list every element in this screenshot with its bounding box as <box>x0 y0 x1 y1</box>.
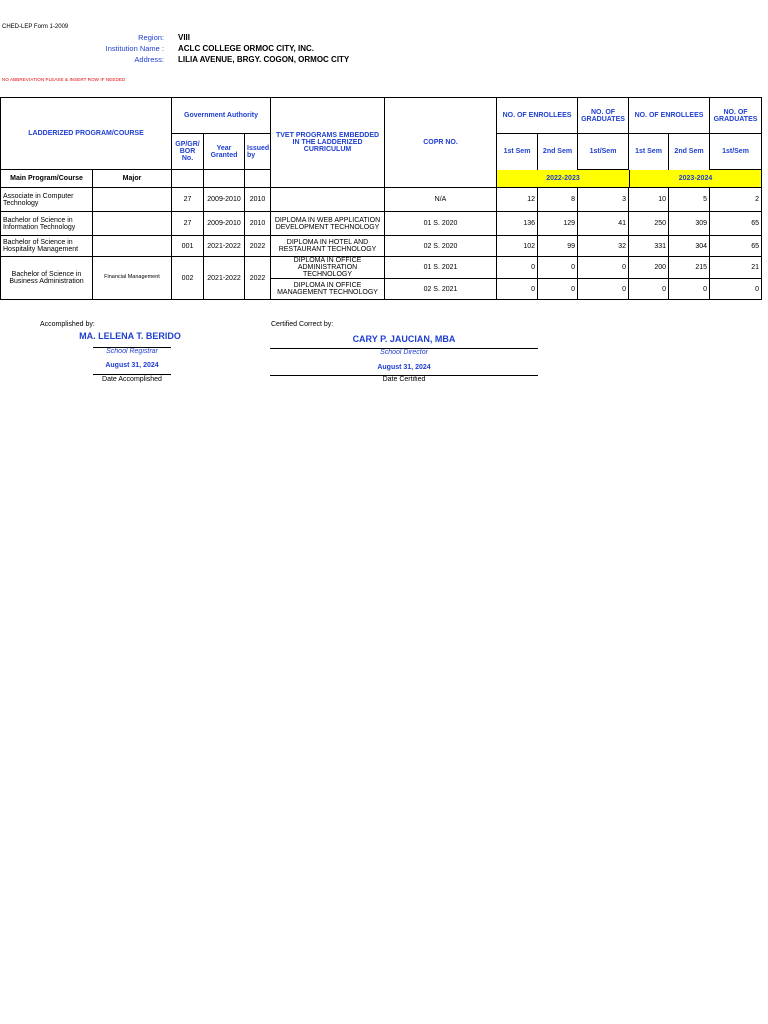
tvet-value: DIPLOMA IN OFFICE ADMINISTRATION TECHNOLOGY <box>271 257 385 279</box>
issued-by-value: 2022 <box>245 236 271 257</box>
gp-value: 27 <box>172 212 204 236</box>
enrollees-header-2: NO. OF ENROLLEES <box>629 98 710 134</box>
date-line <box>93 374 171 375</box>
accomplished-by-label: Accomplished by: <box>40 321 95 328</box>
tvet-value: DIPLOMA IN OFFICE MANAGEMENT TECHNOLOGY <box>271 279 385 300</box>
program-name: Associate in Computer Technology <box>1 188 93 212</box>
graduates-value: 0 <box>578 257 629 279</box>
enrollees-value: 200 <box>629 257 669 279</box>
graduates-value: 0 <box>710 279 762 300</box>
region-label: Region: <box>138 33 164 42</box>
enrollees-value: 0 <box>497 279 538 300</box>
gp-value: 001 <box>172 236 204 257</box>
table-row <box>1 188 762 212</box>
tvet-value <box>271 188 385 212</box>
copr-value: 02 S. 2021 <box>385 279 497 300</box>
graduates-value: 41 <box>578 212 629 236</box>
enrollees-value: 250 <box>629 212 669 236</box>
program-name: Bachelor of Science in Hospitality Management <box>1 236 93 257</box>
certified-by-label: Certified Correct by: <box>271 321 334 328</box>
sem1-header-a: 1st Sem <box>497 134 538 188</box>
program-name: Bachelor of Science in Information Technology <box>1 212 93 236</box>
accomplished-by-name: MA. LELENA T. BERIDO <box>79 331 181 341</box>
copr-value: 01 S. 2020 <box>385 212 497 236</box>
graduates-header-2: NO. OF GRADUATES <box>710 98 762 134</box>
ladderized-program-table <box>0 97 762 300</box>
enrollees-value: 136 <box>497 212 538 236</box>
copr-value: N/A <box>385 188 497 212</box>
copr-value: 01 S. 2021 <box>385 257 497 279</box>
enrollees-value: 0 <box>497 257 538 279</box>
address-value: LILIA AVENUE, BRGY. COGON, ORMOC CITY <box>178 55 350 64</box>
enrollees-value: 215 <box>669 257 710 279</box>
enrollees-value: 309 <box>669 212 710 236</box>
issued-by-value: 2022 <box>245 257 271 300</box>
government-authority-header: Government Authority <box>172 98 271 134</box>
issued-by-header: Issued by <box>245 134 271 170</box>
certified-by-title: School Director <box>380 349 428 356</box>
enrollees-value: 0 <box>629 279 669 300</box>
accomplished-date: August 31, 2024 <box>105 362 159 369</box>
major-value <box>93 236 172 257</box>
enrollees-value: 12 <box>497 188 538 212</box>
form-number: CHED-LEP Form 1-2009 <box>2 24 69 30</box>
sem1-header-b: 1st Sem <box>629 134 669 188</box>
graduates-value: 2 <box>710 188 762 212</box>
enrollees-value: 0 <box>538 279 578 300</box>
gp-value: 27 <box>172 188 204 212</box>
enrollees-value: 304 <box>669 236 710 257</box>
table-row <box>1 212 762 236</box>
issued-by-value: 2010 <box>245 188 271 212</box>
year-granted-value: 2009-2010 <box>204 188 245 212</box>
region-value: VIII <box>178 33 191 42</box>
copr-header: COPR NO. <box>385 98 497 188</box>
program-name: Bachelor of Science in Business Administration <box>1 257 93 300</box>
table-row <box>1 236 762 257</box>
graduates-value: 21 <box>710 257 762 279</box>
address-label: Address: <box>134 55 164 64</box>
table-row <box>1 257 762 279</box>
date-accomplished-caption: Date Accomplished <box>102 376 162 383</box>
grad-sem-header-a: 1st/Sem <box>578 134 629 170</box>
instruction-note: NO ABBREVIATION PLEASE & INSERT ROW IF NEEDED <box>2 77 126 82</box>
date-certified-caption: Date Certified <box>382 376 426 383</box>
certified-by-name: CARY P. JAUCIAN, MBA <box>352 334 456 344</box>
issued-by-value: 2010 <box>245 212 271 236</box>
enrollees-value: 102 <box>497 236 538 257</box>
year-granted-value: 2021-2022 <box>204 257 245 300</box>
enrollees-value: 0 <box>669 279 710 300</box>
school-year-2022-2023: 2022-2023 <box>497 170 630 187</box>
major-header: Major <box>93 170 172 188</box>
sem2-header-a: 2nd Sem <box>538 134 578 188</box>
year-granted-value: 2009-2010 <box>204 212 245 236</box>
tvet-value: DIPLOMA IN HOTEL AND RESTAURANT TECHNOLOGY <box>271 236 385 257</box>
enrollees-value: 331 <box>629 236 669 257</box>
institution-label: Institution Name : <box>105 44 164 53</box>
certified-date: August 31, 2024 <box>377 364 431 371</box>
enrollees-value: 99 <box>538 236 578 257</box>
graduates-value: 65 <box>710 236 762 257</box>
graduates-value: 32 <box>578 236 629 257</box>
major-value <box>93 188 172 212</box>
main-program-header: Main Program/Course <box>1 170 93 188</box>
program-course-header: LADDERIZED PROGRAM/COURSE <box>1 98 172 170</box>
graduates-value: 0 <box>578 279 629 300</box>
major-value: Financial Management <box>93 257 172 300</box>
graduates-value: 65 <box>710 212 762 236</box>
enrollees-value: 129 <box>538 212 578 236</box>
accomplished-by-title: School Registrar <box>106 348 158 355</box>
graduates-value: 3 <box>578 188 629 212</box>
gp-gr-bor-header: GP/GR/ BOR No. <box>172 134 204 170</box>
enrollees-value: 10 <box>629 188 669 212</box>
graduates-header-1: NO. OF GRADUATES <box>578 98 629 134</box>
enrollees-header-1: NO. OF ENROLLEES <box>497 98 578 134</box>
major-value <box>93 212 172 236</box>
tvet-header: TVET PROGRAMS EMBEDDED IN THE LADDERIZED CURRICULUM <box>271 98 385 188</box>
year-granted-header: Year Granted <box>204 134 245 170</box>
gp-value: 002 <box>172 257 204 300</box>
school-year-2023-2024: 2023-2024 <box>630 170 761 187</box>
year-granted-value: 2021-2022 <box>204 236 245 257</box>
institution-value: ACLC COLLEGE ORMOC CITY, INC. <box>178 44 314 53</box>
sem2-header-b: 2nd Sem <box>669 134 710 188</box>
copr-value: 02 S. 2020 <box>385 236 497 257</box>
tvet-value: DIPLOMA IN WEB APPLICATION DEVELOPMENT TECHNOLOGY <box>271 212 385 236</box>
enrollees-value: 8 <box>538 188 578 212</box>
enrollees-value: 0 <box>538 257 578 279</box>
grad-sem-header-b: 1st/Sem <box>710 134 762 170</box>
enrollees-value: 5 <box>669 188 710 212</box>
